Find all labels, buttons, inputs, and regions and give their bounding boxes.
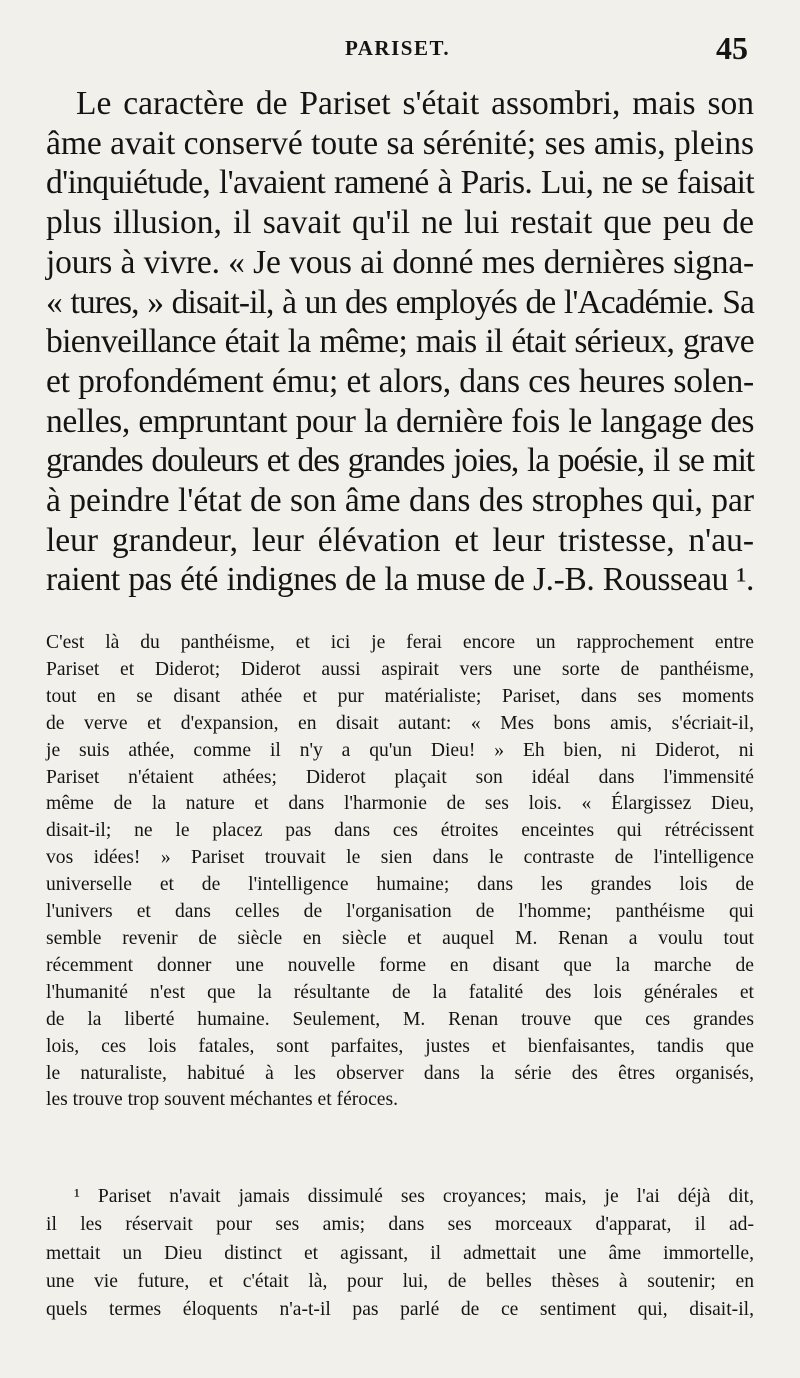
- body-line: jours à vivre. « Je vous ai donné mes dernières signa-: [46, 243, 754, 281]
- body-line: bienveillance était la même; mais il était sérieux, grave: [46, 323, 754, 361]
- body-line: à peindre l'état de son âme dans des strophes qui, par: [46, 482, 754, 520]
- note-line: l'univers et dans celles de l'organisation de l'homme; panthéisme qui: [46, 901, 754, 923]
- body-line: et profondément ému; et alors, dans ces heures solen-: [46, 362, 754, 400]
- body-line: d'inquiétude, l'avaient ramené à Paris. Lui, ne se faisait: [46, 164, 754, 202]
- footnote-line: quels termes éloquents n'a-t-il pas parlé de ce sentiment qui, disait-il,: [46, 1299, 754, 1321]
- footnote-line: mettait un Dieu distinct et agissant, il admettait une âme immortelle,: [46, 1242, 754, 1264]
- body-line: leur grandeur, leur élévation et leur tristesse, n'au-: [46, 521, 754, 559]
- running-title: PARISET.: [345, 36, 451, 60]
- note-line: le naturaliste, habitué à les observer dans la série des êtres organisés,: [46, 1062, 754, 1084]
- note-line: vos idées! » Pariset trouvait le sien dans le contraste de l'intelligence: [46, 847, 754, 869]
- footnote-line: il les réservait pour ses amis; dans ses morceaux d'apparat, il ad-: [46, 1214, 754, 1236]
- note-line: Pariset et Diderot; Diderot aussi aspirait vers une sorte de panthéisme,: [46, 658, 754, 680]
- note-line: récemment donner une nouvelle forme en disant que la marche de: [46, 954, 754, 976]
- note-line: tout en se disant athée et pur matérialiste; Pariset, dans ses moments: [46, 685, 754, 707]
- note-line: Pariset n'étaient athées; Diderot plaçait son idéal dans l'immensité: [46, 766, 754, 788]
- body-line: nelles, empruntant pour la dernière fois le langage des: [46, 402, 754, 440]
- note-paragraph: [46, 630, 754, 1114]
- main-paragraph: [46, 84, 754, 600]
- footnote: [46, 1183, 754, 1324]
- running-head: [0, 30, 800, 72]
- note-line: lois, ces lois fatales, sont parfaites, justes et bienfaisantes, tandis que: [46, 1035, 754, 1057]
- note-line: même de la nature et dans l'harmonie de ses lois. « Élargissez Dieu,: [46, 793, 754, 815]
- note-line: je suis athée, comme il n'y a qu'un Dieu! » Eh bien, ni Diderot, ni: [46, 739, 754, 761]
- footnote-line: ¹ Pariset n'avait jamais dissimulé ses croyances; mais, je l'ai déjà dit,: [74, 1186, 754, 1207]
- body-line: âme avait conservé toute sa sérénité; ses amis, pleins: [46, 124, 754, 162]
- note-line: universelle et de l'intelligence humaine; dans les grandes lois de: [46, 874, 754, 896]
- body-line: raient pas été indignes de la muse de J.-B. Rousseau ¹.: [46, 561, 754, 599]
- note-line: de verve et d'expansion, en disait autant: « Mes bons amis, s'écriait-il,: [46, 712, 754, 734]
- footnote-line: une vie future, et c'était là, pour lui, de belles thèses à soutenir; en: [46, 1270, 754, 1292]
- body-line: Le caractère de Pariset s'était assombri, mais son: [76, 85, 754, 122]
- note-line: de la liberté humaine. Seulement, M. Renan trouve que ces grandes: [46, 1008, 754, 1030]
- body-line: « tures, » disait-il, à un des employés de l'Académie. Sa: [46, 283, 754, 321]
- note-line: semble revenir de siècle en siècle et auquel M. Renan a voulu tout: [46, 927, 754, 949]
- page-number: 45: [716, 30, 748, 66]
- body-line: grandes douleurs et des grandes joies, la poésie, il se mit: [46, 442, 754, 480]
- note-line: disait-il; ne le placez pas dans ces étroites enceintes qui rétrécissent: [46, 820, 754, 842]
- note-line: C'est là du panthéisme, et ici je ferai encore un rapprochement entre: [46, 632, 754, 653]
- note-line: les trouve trop souvent méchantes et féroces.: [46, 1089, 399, 1111]
- note-line: l'humanité n'est que la résultante de la fatalité des lois générales et: [46, 981, 754, 1003]
- body-line: plus illusion, il savait qu'il ne lui restait que peu de: [46, 204, 754, 242]
